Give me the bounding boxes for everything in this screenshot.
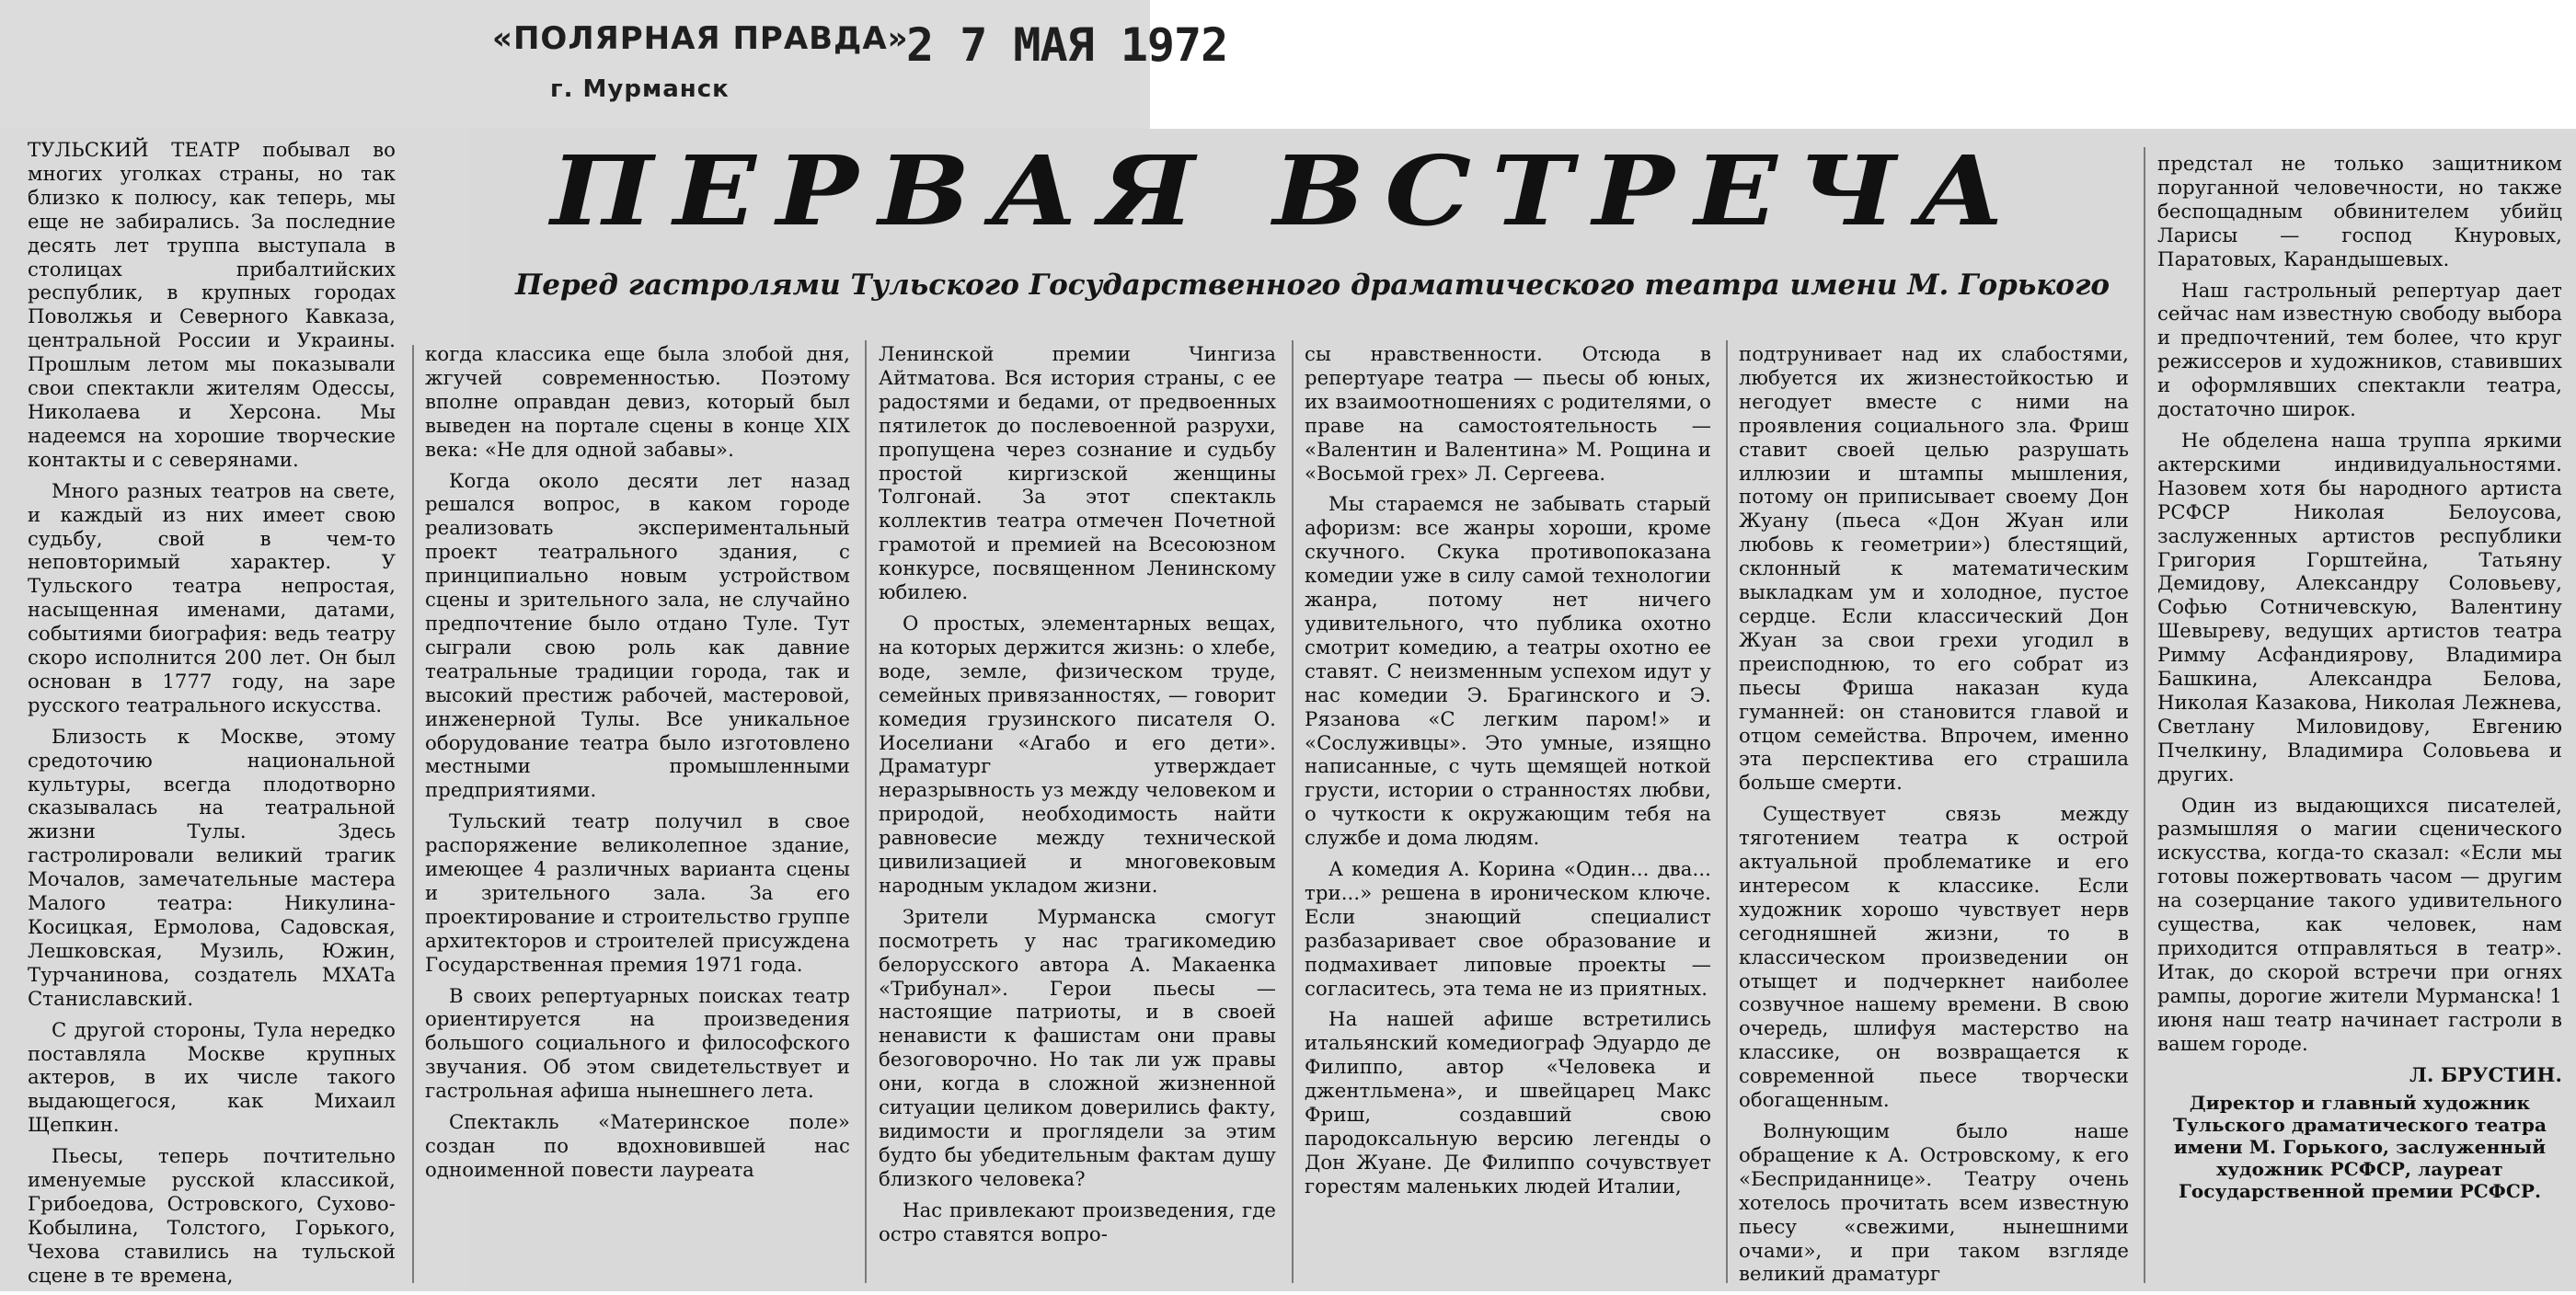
headline: ПЕРВАЯ ВСТРЕЧА [550,134,2026,247]
column-rule-2 [865,340,867,1283]
paragraph: В своих репертуарных поисках театр ориентируется на произведения большого социального и философского звучания. Об этом свидетельствует и гастрольная афиша нынешнего лета. [425,983,850,1103]
paragraph: Нас привлекают произведения, где остро ставятся вопро- [879,1198,1276,1245]
paragraph: Пьесы, теперь почтительно именуемые русской классикой, Грибоедова, Островского, Сухово-Кобылина, Толстого, Горького, Чехова ставились на тульской сцене в те времена, [28,1144,396,1287]
paragraph: сы нравственности. Отсюда в репертуаре театра — пьесы об юных, их взаимоотношениях с родителями, о праве на самостоятельность — «Валентин и Валентина» М. Рощина и «Восьмой грех» Л. Сергеева. [1305,342,1711,485]
column-6 [2157,152,2562,1202]
signature-title: Директор и главный художник Тульского драматического театра имени М. Горького, заслуженный художник РСФСР, лауреат Государственной премии РСФСР. [2172,1092,2547,1203]
paragraph: На нашей афише встретились итальянский комедиограф Эдуардо де Филиппо, автор «Человека и джентльмена», и швейцарец Макс Фриш, создавший свою пародоксальную версию легенды о Дон Жуане. Де Филиппо сочувствует горестям маленьких людей Италии, [1305,1007,1711,1198]
column-rule-3 [1292,340,1294,1283]
column-rule-1 [412,345,414,1283]
city-stamp: г. Мурманск [550,75,730,103]
column-5 [1739,342,2129,1293]
paragraph: Зрители Мурманска смогут посмотреть у нас трагикомедию белорусского автора А. Макаенка «Трибунал». Герои пьесы — настоящие патриоты, и в своей ненависти к фашистам они правы безоговорочно. Но так ли уж правы они, когда в сложной жизненной ситуации целиком доверились факту, видимости и проглядели за этим будто бы убедительным фактам душу близкого человека? [879,904,1276,1190]
column-rule-4 [1726,340,1728,1283]
paragraph: А комедия А. Корина «Один... два... три...» решена в ироническом ключе. Если знающий специалист разбазаривает свое образование и подмахивает липовые проекты — согласитесь, эта тема не из приятных. [1305,857,1711,1000]
column-4 [1305,342,1711,1206]
paragraph: О простых, элементарных вещах, на которых держится жизнь: о хлебе, воде, земле, физическом труде, семейных привязанностях, — говорит комедия грузинского писателя О. Иоселиани «Агабо и его дети». Драматург утверждает неразрывность уз между человеком и природой, необходимость найти равновесие между технической цивилизацией и многовековым народным укладом жизни. [879,611,1276,897]
newspaper-stamp: «ПОЛЯРНАЯ ПРАВДА» [492,20,909,57]
paragraph: С другой стороны, Тула нередко поставляла Москве крупных актеров, в их числе такого выдающегося, как Михаил Щепкин. [28,1017,396,1137]
paragraph: предстал не только защитником поруганной человечности, но также беспощадным обвинителем убийц Ларисы — господ Кнуровых, Паратовых, Карандышевых. [2157,152,2562,270]
paragraph: Ленинской премии Чингиза Айтматова. Вся история страны, с ее радостями и бедами, от предвоенных пятилеток до послевоенной разрухи, пропущена через сознание и судьбу простой киргизской женщины Толгонай. За этот спектакль коллектив театра отмечен Почетной грамотой и премией на Всесоюзном конкурсе, посвященном Ленинскому юбилею. [879,342,1276,604]
paragraph: Много разных театров на свете, и каждый из них имеет свою судьбу, свой в чем-то неповторимый характер. У Тульского театра непростая, насыщенная именами, датами, событиями биография: ведь театру скоро исполнится 200 лет. Он был основан в 1777 году, на заре русского театрального искусства. [28,478,396,716]
column-3 [879,342,1276,1254]
paragraph: Когда около десяти лет назад решался вопрос, в каком городе реализовать экспериментальный проект театрального здания, с принципиально новым устройством сцены и зрительного зала, не случайно предпочтение было отдано Туле. Тут сыграли свою роль как давние театральные традиции города, так и высокий престиж рабочей, мастеровой, инженерной Тулы. Все уникальное оборудование театра было изготовлено местными промышленными предприятиями. [425,468,850,802]
paragraph: Близость к Москве, этому средоточию национальной культуры, всегда плодотворно сказывалась на театральной жизни Тулы. Здесь гастролировали великий трагик Мочалов, замечательные мастера Малого театра: Никулина-Косицкая, Ермолова, Садовская, Лешковская, Музиль, Южин, Турчаниновa, создатель МХАТа Станиславский. [28,724,396,1010]
paragraph: подтрунивает над их слабостями, любуется их жизнестойкостью и негодует вместе с ними на проявления социального зла. Фриш ставит своей целью разрушать иллюзии и штампы мышления, потому он приписывает своему Дон Жуану (пьеса «Дон Жуан или любовь к геометрии») блестящий, склонный к математическим выкладкам ум и холодное, пустое сердце. Если классический Дон Жуан за свои грехи угодил в преисподнюю, то его собрат из пьесы Фриша наказан куда гуманней: он становится главой и отцом семейства. Впрочем, именно эта перспектива его страшила больше смерти. [1739,342,2129,795]
paragraph: Мы стараемся не забывать старый афоризм: все жанры хороши, кроме скучного. Скука противопоказана комедии уже в силу самой технологии жанра, потому нет ничего удивительного, что публика охотно смотрит комедию, а театры охотно ее ставят. С неизменным успехом идут у нас комедии Э. Брагинского и Э. Рязанова «С легким паром!» и «Сослуживцы». Это умные, изящно написанные, с чуть щемящей ноткой грусти, истории о странностях любви, о чуткости к окружающим тебя на службе и дома людям. [1305,492,1711,850]
paragraph: Спектакль «Материнское поле» создан по вдохновившей нас одноименной повести лауреата [425,1110,850,1181]
paragraph: ТУЛЬСКИЙ ТЕАТР побывал во многих уголках страны, но так близко к полюсу, как теперь, мы еще не забирались. За последние десять лет труппа выступала в столицах прибалтийских республик, в крупных городах Поволжья и Северного Кавказа, центральной России и Украины. Прошлым летом мы показывали свои спектакли жителям Одессы, Николаева и Херсона. Мы надеемся на хорошие творческие контакты и с северянами. [28,138,396,471]
signature-name: Л. БРУСТИН. [2409,1062,2562,1086]
paragraph: Существует связь между тяготением театра к острой актуальной проблематике и его интересом к классике. Если художник хорошо чувствует нерв сегодняшней жизни, то в классическом произведении он отыщет и подчеркнет наиболее созвучное нашему времени. В свою очередь, шлифуя мастерство на классике, он возвращается к современной пьесе творчески обогащенным. [1739,802,2129,1112]
paragraph: когда классика еще была злобой дня, жгучей современностью. Поэтому вполне оправдан девиз, который был выведен на портале сцены в конце XIX века: «Не для одной забавы». [425,342,850,461]
paragraph: Волнующим было наше обращение к А. Островскому, к его «Бесприданнице». Театру очень хотелось прочитать всем известную пьесу «свежими, нынешними очами», и при таком взгляде великий драматург [1739,1119,2129,1286]
clipping-top-right [1150,0,2576,129]
column-2 [425,342,850,1189]
paragraph: Не обделена наша труппа яркими актерскими индивидуальностями. Назовем хотя бы народного артиста РСФСР Николая Белоусова, заслуженных артистов республики Григория Горштейна, Татьяну Демидову, Александру Соловьеву, Софью Сотничевскую, Валентину Шевыреву, ведущих артистов театра Римму Асфандиярову, Владимира Башкина, Александра Белова, Николая Казакова, Николая Лежнева, Светлану Миловидову, Евгению Пчелкину, Владимира Соловьева и других. [2157,428,2562,785]
column-rule-5 [2144,147,2145,1283]
subheadline: Перед гастролями Тульского Государственного драматического театра имени М. Горького [515,269,2110,302]
date-stamp: 2 7 МАЯ 1972 [906,18,1228,72]
paragraph: Тульский театр получил в свое распоряжение великолепное здание, имеющее 4 различных варианта сцены и зрительного зала. За его проектирование и строительство группе архитекторов и строителей присуждена Государственная премия 1971 года. [425,809,850,976]
column-1 [28,138,396,1295]
paragraph: Наш гастрольный репертуар дает сейчас нам известную свободу выбора и предпочтений, тем более, что круг режиссеров и художников, ставивших и оформлявших спектакли театра, достаточно широк. [2157,278,2562,421]
paragraph: Один из выдающихся писателей, размышляя о магии сценического искусства, когда-то сказал: «Если мы готовы пожертвовать часом — другим на созерцание такого удивительного существа, как человек, нам приходится отправляться в театр». Итак, до скорой встречи при огнях рампы, дорогие жители Мурманска! 1 июня наш театр начинает гастроли в вашем городе. [2157,793,2562,1055]
